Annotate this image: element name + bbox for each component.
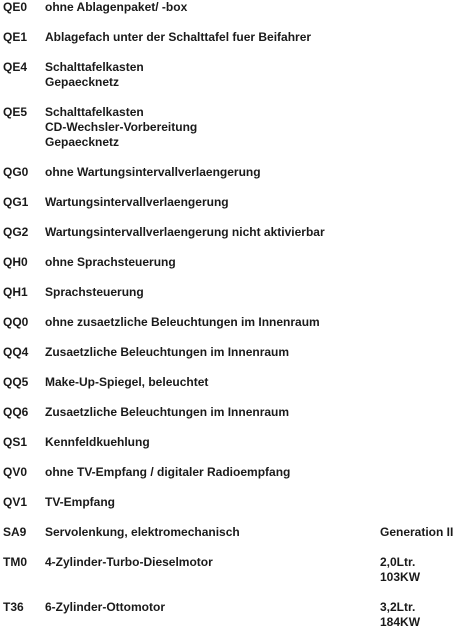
option-description <box>45 345 289 360</box>
option-description <box>45 435 150 450</box>
option-description <box>45 495 115 510</box>
description-line: TV-Empfang <box>45 495 116 509</box>
option-description <box>45 375 208 390</box>
spec-line: 3,2Ltr. <box>380 600 416 614</box>
option-description <box>45 165 261 180</box>
description-line: CD-Wechsler-Vorbereitung <box>45 120 198 134</box>
option-code: QQ6 <box>3 405 29 419</box>
option-code: QE4 <box>3 60 28 74</box>
option-code: QQ4 <box>3 345 29 359</box>
option-description <box>45 285 144 300</box>
description-line: Wartungsintervallverlaengerung <box>45 195 229 209</box>
description-line: Gepaecknetz <box>45 75 120 89</box>
description-line: Servolenkung, elektromechanisch <box>45 525 240 539</box>
description-line: Kennfeldkuehlung <box>45 435 150 449</box>
option-description <box>45 315 320 330</box>
description-line: Make-Up-Spiegel, beleuchtet <box>45 375 209 389</box>
description-line: 6-Zylinder-Ottomotor <box>45 600 165 614</box>
option-code: QH1 <box>3 285 28 299</box>
spec-line: 103KW <box>380 570 421 584</box>
description-line: Ablagefach unter der Schalttafel fuer Beifahrer <box>45 30 312 44</box>
option-code: QS1 <box>3 435 28 449</box>
option-code: QH0 <box>3 255 28 269</box>
spec-line: 2,0Ltr. <box>380 555 416 569</box>
description-line: ohne Wartungsintervallverlaengerung <box>45 165 261 179</box>
option-description <box>45 555 213 570</box>
option-description <box>45 225 325 240</box>
option-code: QG0 <box>3 165 29 179</box>
option-code: QV1 <box>3 495 28 509</box>
option-description <box>45 30 311 45</box>
description-line: Wartungsintervallverlaengerung nicht aktivierbar <box>45 225 325 239</box>
option-description <box>45 195 229 210</box>
option-code: QG1 <box>3 195 29 209</box>
option-code: QE5 <box>3 105 28 119</box>
option-description <box>45 255 176 270</box>
option-spec <box>380 555 420 585</box>
option-code: TM0 <box>3 555 27 569</box>
spec-line: Generation II <box>380 525 454 539</box>
description-line: Zusaetzliche Beleuchtungen im Innenraum <box>45 345 290 359</box>
option-code: QE1 <box>3 30 28 44</box>
option-code: QG2 <box>3 225 29 239</box>
option-code: QE0 <box>3 0 28 14</box>
description-line: 4-Zylinder-Turbo-Dieselmotor <box>45 555 213 569</box>
option-code: SA9 <box>3 525 27 539</box>
option-spec <box>380 600 420 630</box>
description-line: ohne TV-Empfang / digitaler Radioempfang <box>45 465 291 479</box>
option-code: QQ5 <box>3 375 29 389</box>
option-description <box>45 405 289 420</box>
option-description <box>45 525 240 540</box>
option-code: T36 <box>3 600 24 614</box>
description-line: Schalttafelkasten <box>45 105 144 119</box>
option-spec <box>380 525 453 540</box>
option-description <box>45 465 290 480</box>
description-line: Zusaetzliche Beleuchtungen im Innenraum <box>45 405 290 419</box>
option-description <box>45 60 144 90</box>
option-description <box>45 0 187 15</box>
description-line: Sprachsteuerung <box>45 285 144 299</box>
description-line: ohne zusaetzliche Beleuchtungen im Innenraum <box>45 315 320 329</box>
description-line: Gepaecknetz <box>45 135 120 149</box>
option-code: QQ0 <box>3 315 29 329</box>
spec-line: 184KW <box>380 615 421 629</box>
description-line: ohne Sprachsteuerung <box>45 255 176 269</box>
description-line: ohne Ablagenpaket/ -box <box>45 0 188 14</box>
option-code: QV0 <box>3 465 28 479</box>
description-line: Schalttafelkasten <box>45 60 144 74</box>
option-description <box>45 600 165 615</box>
option-description <box>45 105 197 150</box>
